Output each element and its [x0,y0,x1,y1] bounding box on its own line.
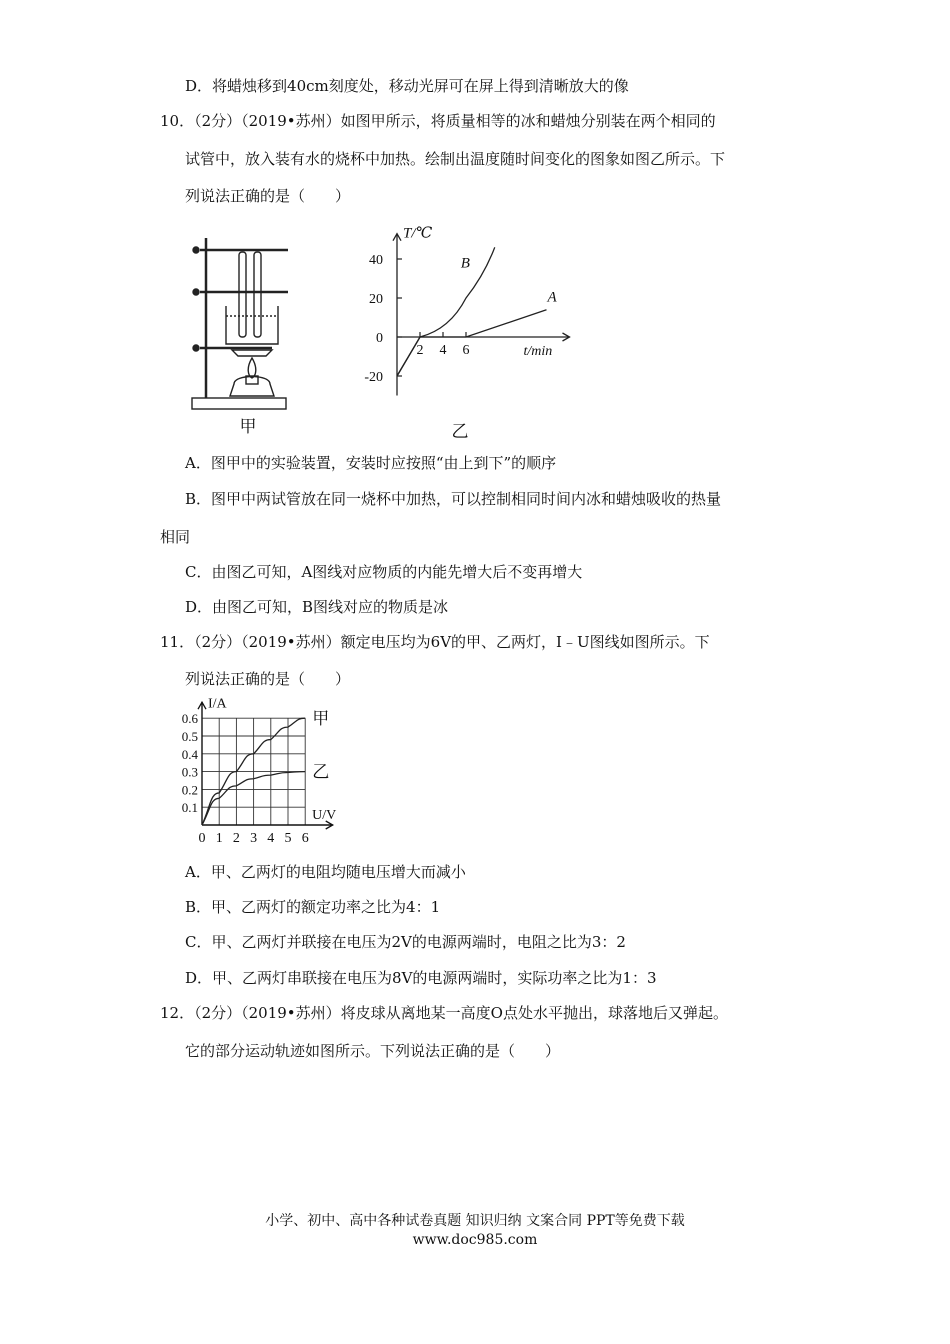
chart2-x-tick-label: 4 [267,831,275,846]
gauze-mat [232,350,272,356]
chart1-y-tick-label: -20 [364,370,383,385]
q10-stem-line2: 试管中，放入装有水的烧杯中加热。绘制出温度随时间变化的图象如图乙所示。下 [185,150,726,168]
chart2-x-tick-label: 5 [284,831,292,846]
q11-option-c: C．甲、乙两灯并联接在电压为2V的电源两端时，电阻之比为3：2 [185,933,626,951]
chart2-x-tick-label: 2 [232,831,240,846]
chart2-y-tick-label: 0.6 [181,711,198,727]
q10-option-b-line1: B．图甲中两试管放在同一烧杯中加热，可以控制相同时间内冰和蜡烛吸收的热量 [185,490,722,508]
q10-option-c: C．由图乙可知，A图线对应物质的内能先增大后不变再增大 [185,563,583,581]
iu-chart [170,698,360,850]
q10-option-d: D．由图乙可知，B图线对应的物质是冰 [185,598,449,616]
test-tube-left [239,252,246,337]
alcohol-lamp [230,377,274,397]
series-B-label: B [460,255,470,272]
stand-base [192,398,286,409]
beaker [226,306,278,344]
chart2-x-tick-label: 0 [198,831,206,846]
chart1-ylabel: T/℃ [403,225,433,242]
chart2-y-tick-label: 0.5 [181,729,198,744]
footer-line1: 小学、初中、高中各种试卷真题 知识归纳 文案合同 PPT等免费下载 [265,1213,685,1229]
footer-url[interactable]: www.doc985.com [412,1232,538,1248]
heating-apparatus-figure [180,232,310,442]
chart2-xlabel: U/V [312,808,337,823]
q10-stem-line3: 列说法正确的是（ ） [185,187,351,205]
chart2-ylabel: I/A [208,698,227,712]
flame [248,358,256,378]
q10-option-b-line2: 相同 [160,528,191,546]
q11-option-d: D．甲、乙两灯串联接在电压为8V的电源两端时，实际功率之比为1：3 [185,969,657,987]
chart2-x-tick-label: 1 [215,831,223,846]
chart2-x-tick-label: 6 [301,831,309,846]
chart1-x-tick-label: 6 [462,343,470,358]
q12-stem-line2: 它的部分运动轨迹如图所示。下列说法正确的是（ ） [185,1042,561,1060]
q10-option-a: A．图甲中的实验装置，安装时应按照“由上到下”的顺序 [185,454,557,472]
chart2-y-tick-label: 0.3 [181,764,198,780]
series-A-label: A [547,289,557,306]
chart1-xlabel: t/min [523,344,553,359]
series-乙-label: 乙 [312,762,330,782]
chart1-axes [393,234,570,396]
chart1-ticks [364,253,469,385]
q11-option-a: A．甲、乙两灯的电阻均随电压增大而减小 [185,863,466,881]
test-tube-right [254,252,261,337]
figure-caption-yi: 乙 [451,422,469,441]
q12-stem-line1: 12．（2分）（2019•苏州）将皮球从离地某一高度O点处水平抛出，球落地后又弹起。 [160,1004,728,1022]
chart2-y-tick-label: 0.4 [181,746,198,762]
series-甲-label: 甲 [312,709,330,729]
q10-stem-line1: 10．（2分）（2019•苏州）如图甲所示，将质量相等的冰和蜡烛分别装在两个相同的 [160,112,716,130]
q11-option-b: B．甲、乙两灯的额定功率之比为4：1 [185,898,441,916]
chart2-ticks [182,711,309,846]
q11-stem-line1: 11．（2分）（2019•苏州）额定电压均为6V的甲、乙两灯，I﹣U图线如图所示。下 [160,633,710,651]
chart1-y-tick-label: 20 [369,292,383,307]
figure-caption-jia: 甲 [239,417,257,436]
chart1-y-tick-label: 40 [369,253,383,268]
chart2-y-tick-label: 0.2 [181,782,198,798]
chart1-x-tick-label: 2 [416,343,424,358]
chart2-y-tick-label: 0.1 [181,800,198,816]
q9-option-d: D．将蜡烛移到40cm刻度处，移动光屏可在屏上得到清晰放大的像 [185,77,629,95]
q11-stem-line2: 列说法正确的是（ ） [185,670,351,688]
chart2-x-tick-label: 3 [250,831,258,846]
chart1-x-tick-label: 4 [439,343,447,358]
chart1-y-tick-label: 0 [376,331,383,346]
temperature-time-chart [360,215,580,445]
